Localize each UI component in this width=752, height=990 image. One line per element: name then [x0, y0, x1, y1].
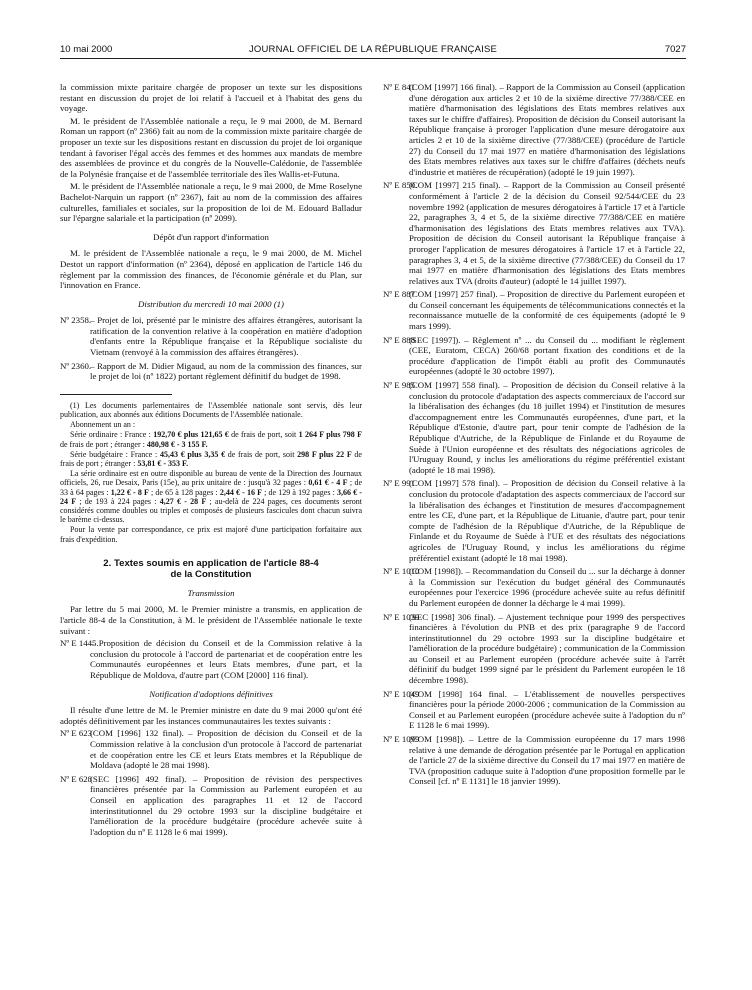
item-text: – Proposition de décision du Conseil et de la Commission relative à la conclusion du protocole à l'accord de partenariat et de coopération entre les Communautés européennes et leurs Etats membres, d'une part, et la République de Moldova, d'autre part (COM [2000] 116 final).	[90, 638, 362, 681]
item-text: (SEC [1996] 492 final). – Proposition de révision des perspectives financières présentée par la Commission au Parlement européen et au Conseil en application des paragraphes 11 et 12 de l'accord interinstitutionnel du 29 octobre 1993 sur la discipline budgétaire et l'amélioration de la procédure budgétaire (procédure achevée suite à l'adoption du nº E 1128 le 6 mai 1999).	[90, 773, 362, 837]
item-text: (COM [1997] 578 final). – Proposition de décision du Conseil relative à la conclusion du protocole d'adaptation des aspects commerciaux de l'accord sur la libéralisation des échanges et l'institution de mesures d'accompagnement entre les CE, d'une part, et la République de Lituanie, d'autre part, pour tenir compte de l'adhésion de la République d'Autriche, de la République de Finlande et du Royaume de Suède à l'UE et des résultats des négociations agricoles de l'Uruguay Round, y inclus les améliorations du régime préférentiel existant (adopté le 18 mai 1998).	[409, 478, 685, 563]
list-item	[60, 638, 362, 680]
item-number: Nº E 1049	[383, 688, 420, 699]
item-text: (COM [1998]). – Lettre de la Commission européenne du 17 mars 1998 relative à une demande de dérogation présentée par le Portugal en application de l'article 27 de la sixième directive du Conseil du 17 mai 1977 en matière de TVA (proposition caduque suite à l'adoption d'une proposition formelle par le Conseil [cf. nº E 1131] le 18 janvier 1999).	[409, 734, 685, 787]
list-item	[383, 689, 685, 731]
item-number: Nº E 628	[60, 773, 93, 784]
section-title: 2. Textes soumis en application de l'article 88-4 de la Constitution	[103, 557, 319, 580]
list-item	[383, 566, 685, 608]
list-item	[383, 180, 685, 286]
item-text: (COM [1996] 132 final). – Proposition de décision du Conseil et de la Commission relative à la conclusion d'un protocole à l'accord de partenariat et de coopération entre les CE et leurs Etats membres et la République de Moldava (adopté le 28 mai 1998).	[90, 728, 362, 771]
item-number: Nº E 991	[383, 478, 416, 489]
paragraph: Il résulte d'une lettre de M. le Premier ministre en date du 9 mai 2000 qu'ont été adoptés définitivement par les instances communautaires les textes suivants :	[60, 705, 362, 726]
item-number: Nº E 1099	[383, 734, 420, 745]
list-item	[383, 289, 685, 331]
item-text: (COM [1997] 166 final). – Rapport de la Commission au Conseil (application d'une dérogation aux articles 2 et 10 de la sixième directive 77/388/CEE en matière d'harmonisation des législations des Etats membres relatives aux taxes sur le chiffre d'affaires). Proposition de décision du Conseil autorisant la République française à proroger l'application d'une mesure dérogatoire aux articles 2 et 10 de la sixième directive (77/388/CEE) (procédure de l'article 27) du Conseil du 17 mai 1977 en matière d'harmonisation des législations des Etats membres relatives aux taxes sur le chiffre d'affaires (déchets neufs d'industrie et matières de récupération) (adopté le 19 juin 1997).	[409, 82, 685, 177]
subheading-depot: Dépôt d'un rapport d'information	[153, 231, 269, 242]
footnote-rule	[60, 394, 172, 395]
item-number: Nº 2360.	[60, 360, 92, 371]
list-item	[383, 612, 685, 686]
item-number: Nº E 841	[383, 82, 416, 92]
item-text: – Rapport de M. Didier Migaud, au nom de la commission des finances, sur le projet de loi (nº 1822) portant règlement définitif du budget de 1998.	[90, 360, 362, 382]
item-text: – Projet de loi, présenté par le ministre des affaires étrangères, autorisant la ratification de la convention relative à la coopération en matière d'adoption d'enfants entre la République française et la République socialiste du Vietnam (renvoyé à la commission des affaires étrangères).	[90, 315, 362, 358]
header-page-number: 7027	[664, 44, 686, 55]
paragraph: M. le président de l'Assemblée nationale a reçu, le 9 mai 2000, de M. Bernard Roman un rapport (nº 2366) fait au nom de la commission mixte paritaire chargée de proposer un texte sur les dispositions restant en discussion du projet de loi organique tendant à favoriser l'égal accès des femmes et des hommes aux mandats de membre des assemblées de province et du congrès de la Nouvelle-Calédonie, de l'assemblée de la Polynésie française et de l'assemblée territoriale des îles Wallis-et-Futuna.	[60, 115, 362, 179]
item-text: (COM [1998]). – Recommandation du Conseil du ... sur la décharge à donner à la Commission sur l'exécution du budget général des Communautés européennes pour l'exercice 1996 (procédure achevée suite au refus définitif du Parlement européen de donner la décharge le 4 mai 1999).	[409, 566, 685, 608]
footnote-text: Abonnement un an :	[70, 420, 136, 430]
paragraph: M. le président de l'Assemblée nationale a reçu, le 9 mai 2000, de Mme Roselyne Bachelot-Narquin un rapport (nº 2367), fait au nom de la commission des affaires culturelles, familiales et sociales, sur la proposition de loi de M. Edouard Balladur sur l'épargne salariale et la participation (nº 2099).	[60, 181, 362, 224]
item-number: Nº 2358.	[60, 315, 92, 326]
paragraph: Par lettre du 5 mai 2000, M. le Premier ministre a transmis, en application de l'article 88-4 de la Constitution, à M. le président de l'Assemblée nationale le texte suivant :	[60, 604, 362, 636]
item-number: Nº E 1445.	[60, 638, 99, 649]
item-number: Nº E 850.	[383, 180, 418, 191]
list-item	[60, 361, 362, 382]
item-text: (COM [1998] 164 final. – L'établissement de nouvelles perspectives financières pour la période 2000-2006 ; communication de la Commission au Conseil et au Parlement européen (procédure achevée suite à l'adoption du nº E 1128 le 6 mai 1999).	[409, 688, 685, 731]
footnote	[60, 401, 362, 544]
footnote-text: Pour la vente par correspondance, ce prix est majoré d'une participation forfaitaire aux frais d'expédition.	[60, 525, 362, 544]
subheading-transmission: Transmission	[187, 587, 235, 598]
footnote-price-ordinary: Série ordinaire : France : 192,70 € plus 121,65 € de frais de port, soit 1 264 F plus 798 F de frais de port ; étranger : 480,98 € - 3 155 F.	[60, 430, 363, 449]
list-item	[60, 315, 362, 357]
list-item	[383, 380, 685, 475]
left-column	[60, 82, 362, 840]
item-number: Nº E 888	[383, 334, 416, 345]
header-date: 10 mai 2000	[60, 44, 113, 55]
item-text: (COM [1997] 215 final). – Rapport de la Commission au Conseil présenté conformément à l'article 2 de la décision du Conseil 92/544/CEE du 23 novembre 1992 (application de mesures dérogatoires à l'article 17 et à l'article 22, paragraphes 3, 4 et 5, de la sixième directive 77/388/CEE en matière d'harmonisation des législations des Etats membres relatives aux TVA). Proposition de décision du Conseil autorisant la République française à proroger l'application de mesures dérogatoires à l'article 17 et à l'article 22, paragraphes 3, 4 et 5, de la sixième directive (77/388/CEE) du Conseil du 17 mai 1977 en matière d'harmonisation des législations des Etats membres relatives aux TVA (droits d'auteur) (adopté le 14 juillet 1997).	[409, 180, 685, 286]
item-number: Nº E 1010	[383, 566, 420, 577]
item-text: (COM [1997] 257 final). – Proposition de directive du Parlement européen et du Conseil concernant les équipements de télécommunications connectés et la reconnaissance mutuelle de la conformité de ces équipements (adopté le 9 mars 1999).	[409, 289, 685, 332]
item-text: (COM [1997] 558 final). – Proposition de décision du Conseil relative à la conclusion du protocole d'adaptation des aspects commerciaux de l'accord sur la libéralisation des échanges (du 18 juillet 1994) et l'institution de mesures d'accompagnement entre les Communautés européennes, d'une part, et la République d'Estonie, d'autre part, pour tenir compte de l'adhésion de la République d'Autriche, de la République de Finlande et du Royaume de Suède à l'Union européenne et des résultats des négociations agricoles de l'Uruguay Round, y inclus les améliorations du régime préférentiel existant (adopté le 18 mai 1998).	[409, 380, 685, 475]
footnote-price-budget: Série budgétaire : France : 45,43 € plus 3,35 € de frais de port, soit 298 F plus 22 F de frais de port ; étranger : 53,81 € - 353 F.	[60, 449, 362, 469]
list-item	[383, 82, 685, 177]
page-header	[60, 44, 686, 59]
footnote-unit-prices: La série ordinaire est en outre disponible au bureau de vente de la Direction des Journaux officiels, 26, rue Desaix, Paris (15e), au prix unitaire de : jusqu'à 32 pages : 0,61 € - 4 F ; de 33 à 64 pages : 1,22 € - 8 F ; de 65 à 128 pages : 2,44 € - 16 F ; de 129 à 192 pages : 3,66 € - 24 F ; de 193 à 224 pages : 4,27 € - 28 F ; au-delà de 224 pages, ces documents seront considérés comme doubles ou triples et composés de plusieurs fascicules dont chacun suivra le barème ci-dessus.	[60, 469, 363, 525]
list-item	[383, 335, 685, 377]
item-number: Nº E 887	[383, 289, 416, 300]
item-text: (SEC [1997]). – Règlement nº ... du Conseil du ... modifiant le règlement (CEE, Euratom, CECA) 260/68 portant fixation des conditions et de la procédure d'application de l'impôt établi au profit des Communautés européennes (adopté le 30 octobre 1997).	[409, 334, 685, 377]
paragraph: M. le président de l'Assemblée nationale a reçu, le 9 mai 2000, de M. Michel Destot un rapport d'information (nº 2364), déposé en application de l'article 146 du règlement par la commission des finances, de l'économie générale et du Plan, sur l'innovation en France.	[60, 248, 362, 291]
item-text: (SEC [1998] 306 final). – Ajustement technique pour 1999 des perspectives financières à l'évolution du PNB et des prix (paragraphe 9 de l'accord interinstitutionnel du 29 octobre 1993 sur la discipline budgétaire et l'amélioration de la procédure budgétaire) ; communication de la Commission au Conseil et au Parlement européen (procédure achevée suite à l'arrêt définitif du budget 1999 signé par le président du Parlement européen le 18 décembre 1998).	[409, 611, 685, 686]
right-column	[383, 82, 685, 790]
paragraph: la commission mixte paritaire chargée de proposer un texte sur les dispositions restant en discussion du projet de loi relatif à l'accueil et à l'habitat des gens du voyage.	[60, 82, 362, 114]
item-number: Nº E 985	[383, 380, 416, 391]
subheading-distribution: Distribution du mercredi 10 mai 2000 (1)	[138, 298, 284, 309]
item-number: Nº E 1039	[383, 611, 420, 622]
list-item	[383, 734, 685, 787]
list-item	[383, 478, 685, 563]
header-journal-title: JOURNAL OFFICIEL DE LA RÉPUBLIQUE FRANÇAISE	[248, 44, 498, 55]
list-item	[60, 728, 362, 770]
subheading-notification: Notification d'adoptions définitives	[149, 688, 273, 699]
item-number: Nº E 623	[60, 728, 93, 739]
footnote-text: (1) Les documents parlementaires de l'Assemblée nationale sont servis, dès leur publication, aux abonnés aux éditions Documents de l'Assemblée nationale.	[60, 400, 362, 420]
list-item	[60, 774, 362, 838]
